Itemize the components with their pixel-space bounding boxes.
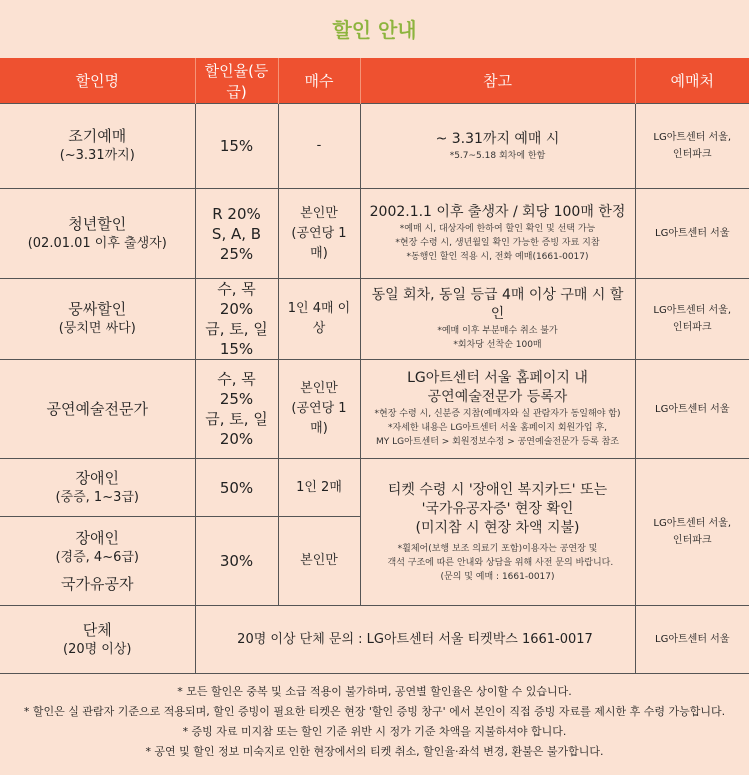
footnote: * 공연 및 할인 정보 미숙지로 인한 현장에서의 티켓 취소, 할인율·좌석 변경, 환불은 불가합니다. (145, 745, 604, 758)
venue-line: LG아트센터 서울, (653, 518, 732, 529)
quantity-cell (278, 517, 360, 606)
rate-value: 수, 목 25% (217, 370, 256, 408)
discount-name-cell (0, 517, 195, 606)
quantity-value: (공연당 1매) (291, 401, 347, 436)
table-header-row (0, 58, 749, 104)
venue-cell (635, 459, 749, 606)
page-title: 할인 안내 (332, 18, 417, 42)
note-line: *회차당 선착순 100매 (453, 340, 542, 350)
note-line: 객석 구조에 따른 안내와 상담을 위해 사전 문의 바랍니다. (381, 557, 614, 568)
quantity-cell (278, 279, 360, 360)
rate-value: 수, 목 20% (217, 280, 256, 318)
group-info-cell (195, 606, 635, 674)
note-line: (문의 및 예매 : 1661-0017) (440, 571, 555, 582)
discount-name-sub: (중증, 1~3급) (55, 489, 140, 505)
discount-name-cell (0, 360, 195, 459)
venue-cell (635, 279, 749, 360)
venue-cell (635, 360, 749, 459)
note-cell (360, 459, 635, 606)
rate-cell (195, 517, 278, 606)
venue-cell (635, 189, 749, 279)
footnote: * 증빙 자료 미지참 또는 할인 기준 위반 시 정가 기준 차액을 지불하셔야 합니다. (182, 725, 567, 738)
discount-name: 장애인 (75, 529, 119, 547)
note-line: MY LG아트센터 > 회원정보수정 > 공연예술전문가 등록 참조 (376, 437, 619, 447)
note-line: *5.7~5.18 회차에 한함 (449, 150, 546, 161)
table-row-professional (0, 360, 749, 459)
rate-cell (195, 360, 278, 459)
quantity-value: 본인만 (300, 553, 338, 568)
rate-value: S, A, B 25% (211, 224, 262, 263)
note-title: (미지참 시 현장 차액 지불) (415, 519, 580, 536)
quantity-value: 1인 2매 (296, 479, 342, 495)
quantity-value: - (316, 138, 322, 153)
note-line: *예매 시, 대상자에 한하여 할인 확인 및 선택 가능 (399, 224, 596, 234)
footnote: * 모든 할인은 중복 및 소급 적용이 불가하며, 공연별 할인율은 상이할 수 있습니다. (177, 685, 572, 698)
note-cell (360, 279, 635, 360)
header-venue: 예매처 (635, 58, 749, 104)
discount-name: 국가유공자 (61, 575, 134, 593)
discount-name-sub: (02.01.01 이후 출생자) (27, 235, 167, 251)
venue-line: LG아트센터 서울, (653, 132, 732, 143)
discount-name-cell (0, 459, 195, 517)
footnote: * 할인은 실 관람자 기준으로 적용되며, 할인 증빙이 필요한 티켓은 현장 '할인 증빙 창구' 에서 본인이 직접 증빙 자료를 제시한 후 수령 가능합니다. (23, 705, 726, 718)
rate-value: 금, 토, 일 15% (205, 320, 268, 358)
header-notes: 참고 (360, 58, 635, 104)
venue-line: LG아트센터 서울 (655, 403, 730, 415)
discount-name: 장애인 (75, 468, 119, 487)
quantity-value: 본인만 (300, 381, 338, 396)
rate-value: 15% (219, 137, 254, 155)
venue-line: LG아트센터 서울 (655, 634, 730, 645)
note-cell (360, 104, 635, 189)
note-title: 동일 회차, 동일 등급 4매 이상 구매 시 할인 (371, 287, 624, 322)
quantity-cell (278, 360, 360, 459)
note-line: *현장 수령 시, 신분증 지참(예매자와 실 관람자가 동일해야 함) (374, 409, 621, 419)
table-row-youth (0, 189, 749, 279)
rate-value: 50% (219, 478, 254, 497)
quantity-value: (공연당 1매) (291, 225, 347, 261)
note-line: *자세한 내용은 LG아트센터 서울 홈페이지 회원가입 후, (387, 423, 608, 433)
header-quantity: 매수 (278, 58, 360, 104)
venue-line: LG아트센터 서울 (655, 228, 730, 239)
discount-name-sub: (~3.31까지) (59, 148, 135, 163)
header-name: 할인명 (0, 58, 195, 104)
discount-name-sub: (20명 이상) (63, 641, 132, 657)
discount-name-sub: (뭉치면 싸다) (58, 321, 136, 336)
discount-name-cell (0, 279, 195, 360)
table-row-group (0, 606, 749, 674)
quantity-value: 본인만 (300, 205, 338, 221)
note-title: LG아트센터 서울 홈페이지 내 (407, 370, 588, 386)
footnotes (0, 682, 749, 762)
header-rate: 할인율(등급) (195, 58, 278, 104)
quantity-value: 1인 4매 이상 (287, 301, 351, 336)
note-title: 공연예술전문가 등록자 (427, 389, 568, 405)
table-row-group-buy (0, 279, 749, 360)
rate-cell (195, 459, 278, 517)
note-line: *예매 이후 부분매수 취소 불가 (437, 326, 558, 336)
rate-value: 금, 토, 일 20% (205, 410, 268, 448)
discount-name-cell (0, 189, 195, 279)
rate-value: 30% (219, 552, 254, 570)
table-row-early (0, 104, 749, 189)
group-info: 20명 이상 단체 문의 : LG아트센터 서울 티켓박스 1661-0017 (237, 631, 593, 647)
note-line: *현장 수령 시, 생년월일 확인 가능한 증빙 자료 지참 (395, 238, 600, 248)
rate-cell (195, 104, 278, 189)
discount-name: 단체 (82, 620, 112, 639)
discount-name-sub: (경증, 4~6급) (55, 550, 140, 565)
discount-name: 청년할인 (68, 214, 127, 233)
note-title: 티켓 수령 시 '장애인 복지카드' 또는 (387, 481, 608, 498)
quantity-cell (278, 189, 360, 279)
table-row-disabled-severe (0, 459, 749, 517)
venue-cell (635, 104, 749, 189)
note-title: 2002.1.1 이후 출생자 / 회당 100매 한정 (369, 204, 626, 220)
discount-name: 공연예술전문가 (46, 400, 148, 418)
rate-cell (195, 189, 278, 279)
rate-cell (195, 279, 278, 360)
discount-name-cell (0, 606, 195, 674)
discount-name: 뭉싸할인 (68, 300, 127, 318)
note-cell (360, 360, 635, 459)
note-line: *동행인 할인 적용 시, 전화 예매(1661-0017) (406, 252, 589, 262)
venue-line: 인터파크 (672, 322, 712, 333)
note-cell (360, 189, 635, 279)
venue-line: LG아트센터 서울, (653, 305, 732, 316)
note-line: *휠체어(보행 보조 의료기 포함)이용자는 공연장 및 (397, 543, 598, 554)
venue-cell (635, 606, 749, 674)
venue-line: 인터파크 (672, 535, 712, 546)
note-title: '국가유공자증' 현장 확인 (421, 500, 574, 517)
discount-name-cell (0, 104, 195, 189)
note-title: ~ 3.31까지 예매 시 (435, 130, 560, 147)
quantity-cell (278, 104, 360, 189)
discount-name: 조기예매 (68, 127, 127, 145)
quantity-cell (278, 459, 360, 517)
discount-table (0, 58, 749, 674)
rate-value: R 20% (212, 204, 261, 223)
venue-line: 인터파크 (672, 149, 712, 160)
